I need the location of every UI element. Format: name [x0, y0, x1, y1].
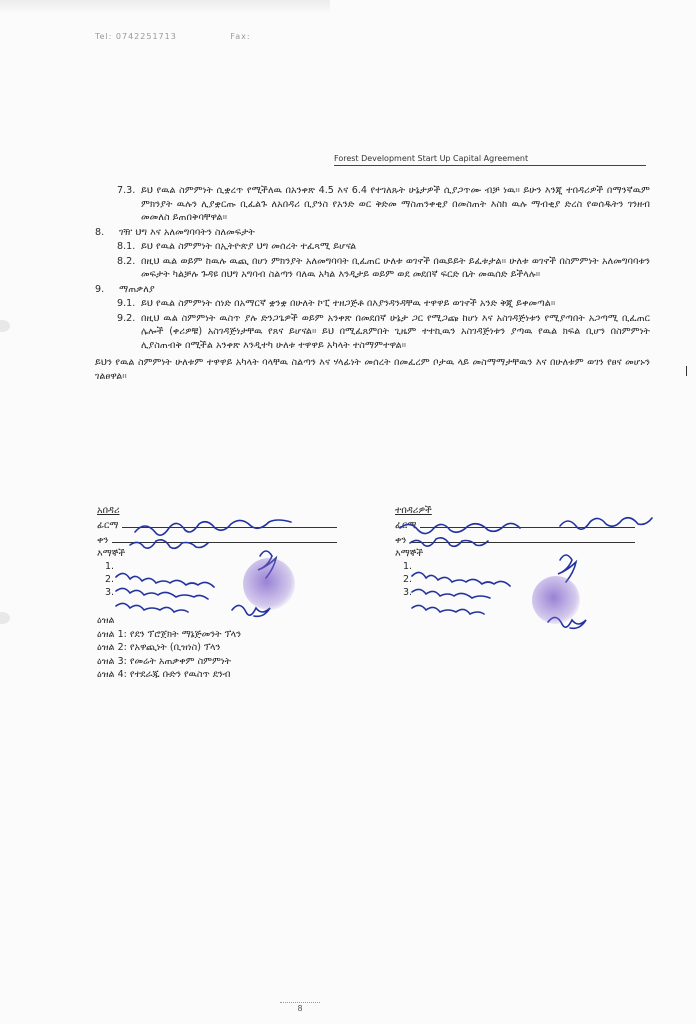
witness-item: 3.	[403, 587, 413, 598]
witness-item: 2.	[105, 574, 115, 585]
borrowers-label: ተበዳሪዎች	[395, 505, 432, 516]
clause-text: ማጠቃለያ	[119, 283, 155, 295]
annex-item: ዕዝል 1: የደን ፕሮጀክት ማኔጅመንት ፕላን	[97, 628, 242, 640]
witness-name-3	[116, 603, 188, 612]
clause-text: በዚህ ዉል ስምምነት ዉስጥ ያሉ ድንጋጌዎች ወይም አንቀጽ በመደበኛ ሁኔታ ጋር የሚጋጩ ከሆነ እና አስገዳጅነቱን የሚያጣበት አጋጣሚ ቢፈጠር ሌሎች (ቀሪዎቹ) አስገዳጅነታቸዉ የጸና ይሆናል። ይህ በሚፈጸምበት ጊዜም ተተኪዉን አስገዳጅነቱን ያጣዉ የዉል ክፍል ቢሆን በስምምነት ሊያስጠብቅ በሚችል አንቀጽ እንዲተካ ሁለቱ ተዋዋይ አካላት ተስማምተዋል።	[141, 312, 650, 351]
witnesses-label: እማኞች	[97, 548, 126, 559]
signature-label: ፊርማ	[395, 520, 417, 531]
lender-label: አበዳሪ	[97, 505, 120, 516]
clause-number: 8.2.	[117, 255, 136, 267]
borrower-witness-name-3	[412, 605, 484, 614]
clause-number: 8.	[95, 226, 105, 238]
borrower-signature-1	[400, 523, 520, 533]
borrower-witness-name-2	[412, 589, 490, 598]
clause-number: 9.1.	[117, 298, 136, 309]
witness-item: 2.	[403, 574, 413, 585]
letterhead-tel: Tel: 0742251713	[95, 32, 177, 41]
clause-text: ይህ የዉል ስምምነት ሲቋረጥ የሚችለዉ በአንቀጽ 4.5 እና 6.4 የተገለጹት ሁኔታዎች ሲያጋጥሙ ብቻ ነዉ። ይሁን እንጂ ተበዳሪዎች በማንኛዉም ምክንያት ዉሉን ሊያቋርጡ ቢፈልጉ ለአበዳሪ ቢያንስ የአንድ ወር ቅድመ ማስጠንቀቂያ በመስጠት እስከ ዉሉ ማብቂያ ድረስ የወሰዱትን ገንዘብ መመለስ ይጠበቅባቸዋል።	[141, 185, 650, 223]
witness-name-1	[116, 573, 214, 587]
letterhead-fax: Fax:	[230, 32, 251, 41]
clause-text: ይህ የዉል ስምምነት በኢትዮጵያ ህግ መሰረት ተፈጻሚ ይሆናል	[141, 241, 357, 252]
date-label: ቀን	[97, 535, 109, 546]
witness-name-2	[116, 588, 208, 599]
witness-item: 1.	[105, 561, 115, 572]
agreement-title: Forest Development Start Up Capital Agreement	[334, 154, 646, 166]
fingerprint-stamp	[243, 558, 295, 610]
signature-label: ፊርማ	[97, 520, 119, 531]
annex-item: ዕዝል 3: የመሬት አጠቃቀም ስምምነት	[97, 655, 232, 667]
closing-statement: ይህን የዉል ስምምነት ሁለቱም ተዋዋይ አካላት ባላቸዉ ስልጣን እና ሃላፊነት መሰረት በመፈረም ቦታዉ ላይ መስማማታቸዉን እና በሁለቱም ወገን የፀና መሆኑን ገልፀዋል።	[95, 357, 650, 382]
annex-label: ዕዝል	[97, 615, 115, 626]
lender-signature	[135, 520, 291, 535]
clause-number: 7.3.	[117, 185, 136, 196]
date-label: ቀን	[395, 535, 407, 546]
witness-item: 3.	[105, 587, 115, 598]
fingerprint-stamp	[532, 576, 580, 624]
borrower-signature-2	[560, 518, 652, 529]
annex-item: ዕዝል 2: የአዋጪነት (ቢዝነስ) ፕላን	[97, 642, 221, 653]
clause-text: ይህ የዉል ስምምነት ሰነድ በአማርኛ ቋንቋ በሁለት ኮፒ ተዘጋጅቶ በእያንዳንዳቸዉ ተዋዋይ ወገኖች አንድ ቅጂ ይቀመጣል።	[141, 298, 556, 309]
witness-item: 1.	[403, 561, 413, 572]
borrower-witness-name-1	[412, 572, 510, 586]
clause-number: 9.	[95, 283, 105, 295]
annex-item: ዕዝል 4: የተደራጁ ቡድን የዉስጥ ደንብ	[97, 669, 231, 680]
clause-text: በዚህ ዉል ወይም ከዉሉ ዉጪ በሆነ ምክንያት አለመግባባት ቢፈጠር ሁለቱ ወገኖች በዉይይት ይፈቱታል። ሁለቱ ወገኖች በስምምነት አለመግባባቱን መፍታት ካልቻሉ ጉዳዩ በህግ አግባብ ስልጣን ባለዉ አካል እንዲታይ ወይም ወደ መደበኛ ፍርድ ቤት መዉሰድ ይችላሉ።	[141, 255, 650, 280]
lender-date-handwritten	[130, 540, 208, 548]
page-number: 8	[280, 1002, 320, 1013]
clause-number: 9.2.	[117, 312, 136, 324]
witnesses-label: እማኞች	[395, 548, 424, 559]
borrower-date-handwritten	[410, 538, 488, 546]
clause-text: ገዥ ህግ እና አለመግባባትን ስለመፍታት	[119, 226, 255, 238]
clause-number: 8.1.	[117, 241, 136, 252]
